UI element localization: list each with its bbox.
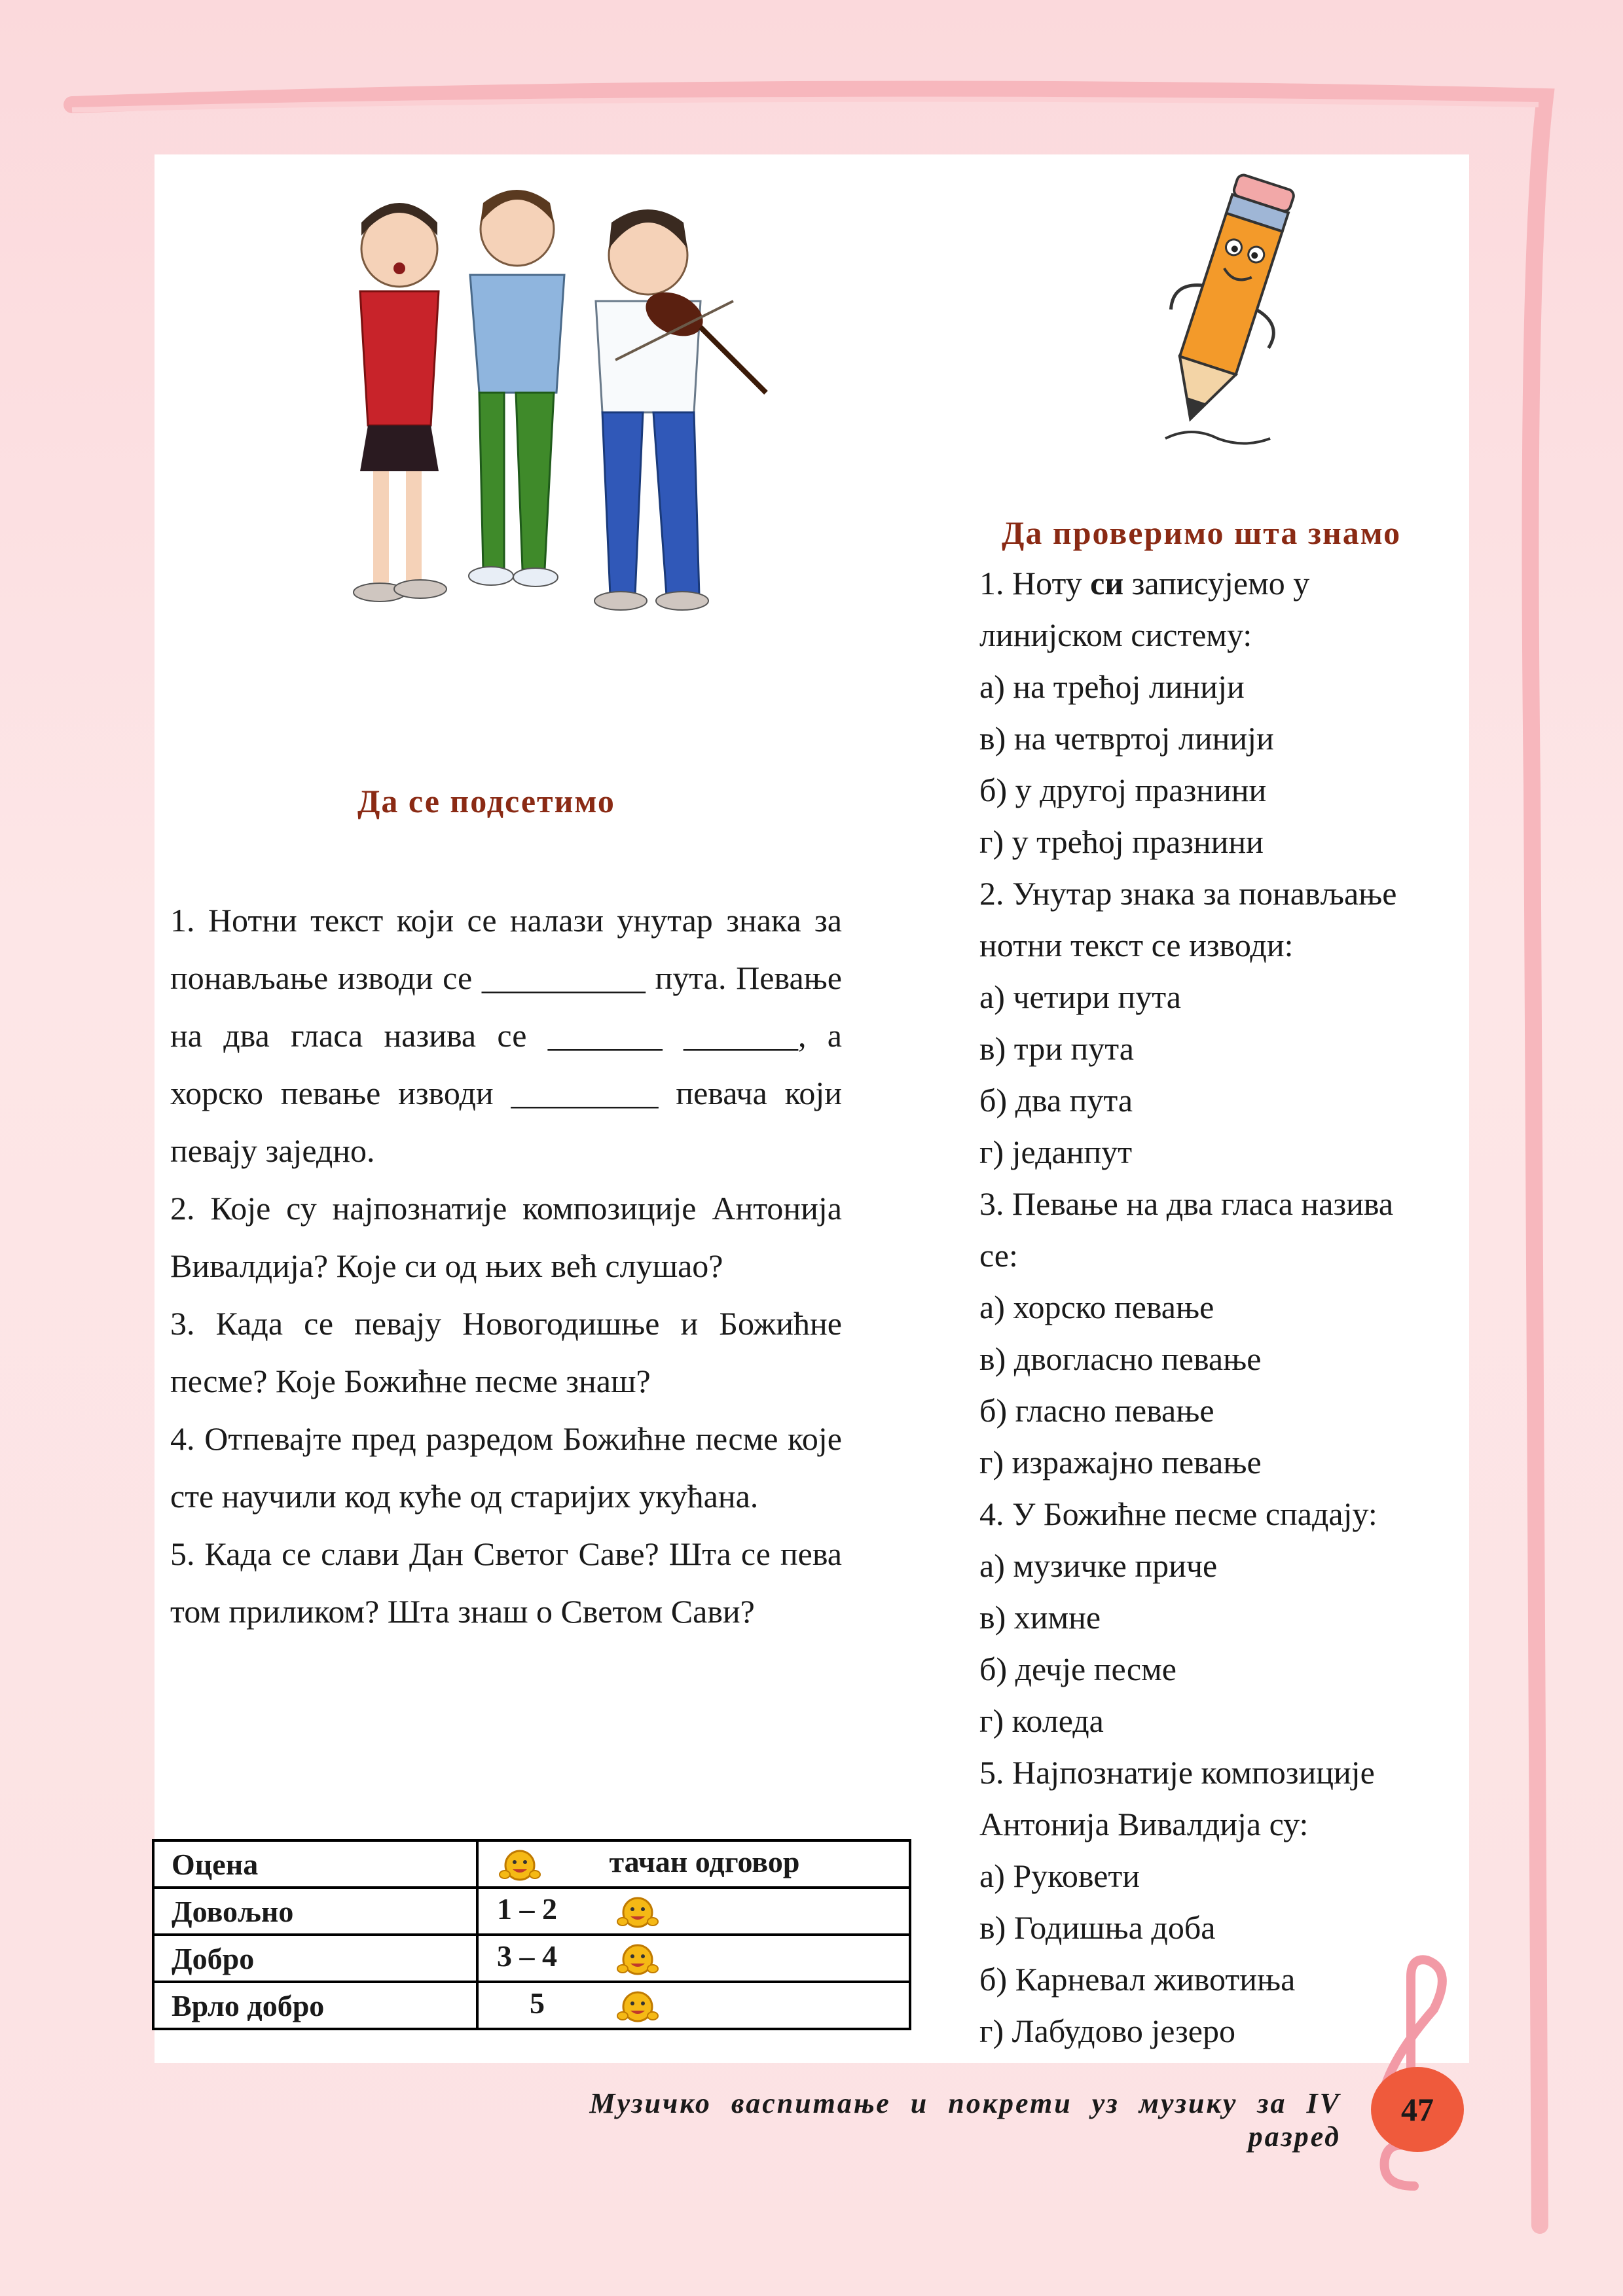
table-row (153, 1935, 910, 1982)
table-header-answer-label: тачан одговор (609, 1844, 800, 1878)
quiz-line: линијском систему: (979, 617, 1252, 653)
table-header-row (153, 1840, 910, 1888)
quiz-line: нотни текст се изводи: (979, 927, 1294, 963)
quiz-line: а) на трећој линији (979, 668, 1245, 705)
left-paragraph-4: 4. Отпевајте пред разредом Божићне песме које сте научили код куће од старијих укућана. (170, 1420, 842, 1515)
smiley-icon (497, 1846, 543, 1884)
quiz-line: а) Руковети (979, 1857, 1140, 1894)
quiz-line: 2. Унутар знака за понављање (979, 875, 1397, 912)
range-value: 1 – 2 (497, 1892, 557, 1926)
quiz-line: в) три пута (979, 1030, 1134, 1067)
range-value: 3 – 4 (497, 1939, 557, 1973)
footer-text: Музичко васпитање и покрети уз музику за IV разред (589, 2087, 1341, 2153)
pencil-mascot-illustration (1139, 151, 1322, 452)
table-cell-grade: Довољно (153, 1888, 477, 1935)
question-1-prefix: 1. Ноту (979, 565, 1091, 601)
quiz-line: се: (979, 1237, 1018, 1274)
table-cell-range (477, 1935, 910, 1982)
quiz-line: Антонија Вивалдија су: (979, 1806, 1309, 1842)
left-paragraph-5: 5. Када се слави Дан Светог Саве? Шта се пева том приликом? Шта знаш о Светом Сави? (170, 1535, 842, 1630)
page-number: 47 (1401, 2091, 1434, 2128)
quiz-line: в) на четвртој линији (979, 720, 1274, 757)
table-header-answer (477, 1840, 910, 1888)
quiz-line: в) Годишња доба (979, 1909, 1216, 1946)
quiz-line: 3. Певање на два гласа назива (979, 1185, 1394, 1222)
quiz-line: г) у трећој празнини (979, 823, 1264, 860)
quiz-line: г) изражајно певање (979, 1444, 1262, 1480)
quiz-line: б) Карневал животиња (979, 1961, 1296, 1998)
children-music-illustration (308, 177, 779, 615)
quiz-line: 4. У Божићне песме спадају: (979, 1496, 1377, 1532)
table-row (153, 1888, 910, 1935)
question-1-line (979, 558, 1477, 609)
table-cell-grade: Добро (153, 1935, 477, 1982)
quiz-line: а) хорско певање (979, 1289, 1214, 1325)
quiz-line: б) у другој празнини (979, 772, 1267, 808)
smiley-icon (615, 1893, 661, 1931)
table-header-grade: Оцена (153, 1840, 477, 1888)
smiley-icon (615, 1987, 661, 2025)
right-section-text (979, 558, 1477, 2057)
table-cell-range (477, 1982, 910, 2029)
grade-table (152, 1839, 911, 2030)
quiz-line: в) двогласно певање (979, 1340, 1262, 1377)
left-paragraph-2: 2. Које су најпознатије композиције Антонија Вивалдија? Које си од њих већ слушао? (170, 1190, 842, 1284)
quiz-line: б) два пута (979, 1082, 1133, 1119)
smiley-icon (615, 1940, 661, 1978)
question-1-note-name: си (1090, 565, 1124, 601)
left-paragraph-1: 1. Нотни текст који се налази унутар знака за понављање изводи се __________ пута. Певање на два гласа назива се _______ _______, а хорско певање изводи _________ певача који певају заједно. (170, 902, 842, 1169)
quiz-line: в) химне (979, 1599, 1101, 1636)
left-section-heading: Да се подсетимо (357, 783, 615, 819)
left-paragraph-3: 3. Када се певају Новогодишње и Божићне песме? Које Божићне песме знаш? (170, 1305, 842, 1399)
right-section-heading: Да проверимо шта знамо (1002, 514, 1402, 551)
quiz-line: б) гласно певање (979, 1392, 1214, 1429)
table-cell-range (477, 1888, 910, 1935)
quiz-line: г) једанпут (979, 1134, 1133, 1170)
quiz-line: а) четири пута (979, 978, 1181, 1015)
page-number-badge (1371, 2067, 1464, 2152)
range-value: 5 (530, 1986, 545, 2020)
question-1-suffix: записујемо у (1123, 565, 1310, 601)
quiz-line: а) музичке приче (979, 1547, 1218, 1584)
left-section-text (170, 891, 842, 1640)
table-row (153, 1982, 910, 2029)
table-cell-grade: Врло добро (153, 1982, 477, 2029)
quiz-line: 5. Најпознатије композиције (979, 1754, 1375, 1791)
quiz-line: г) Лабудово језеро (979, 2013, 1235, 2049)
quiz-line: б) дечје песме (979, 1651, 1176, 1687)
quiz-line: г) коледа (979, 1702, 1104, 1739)
